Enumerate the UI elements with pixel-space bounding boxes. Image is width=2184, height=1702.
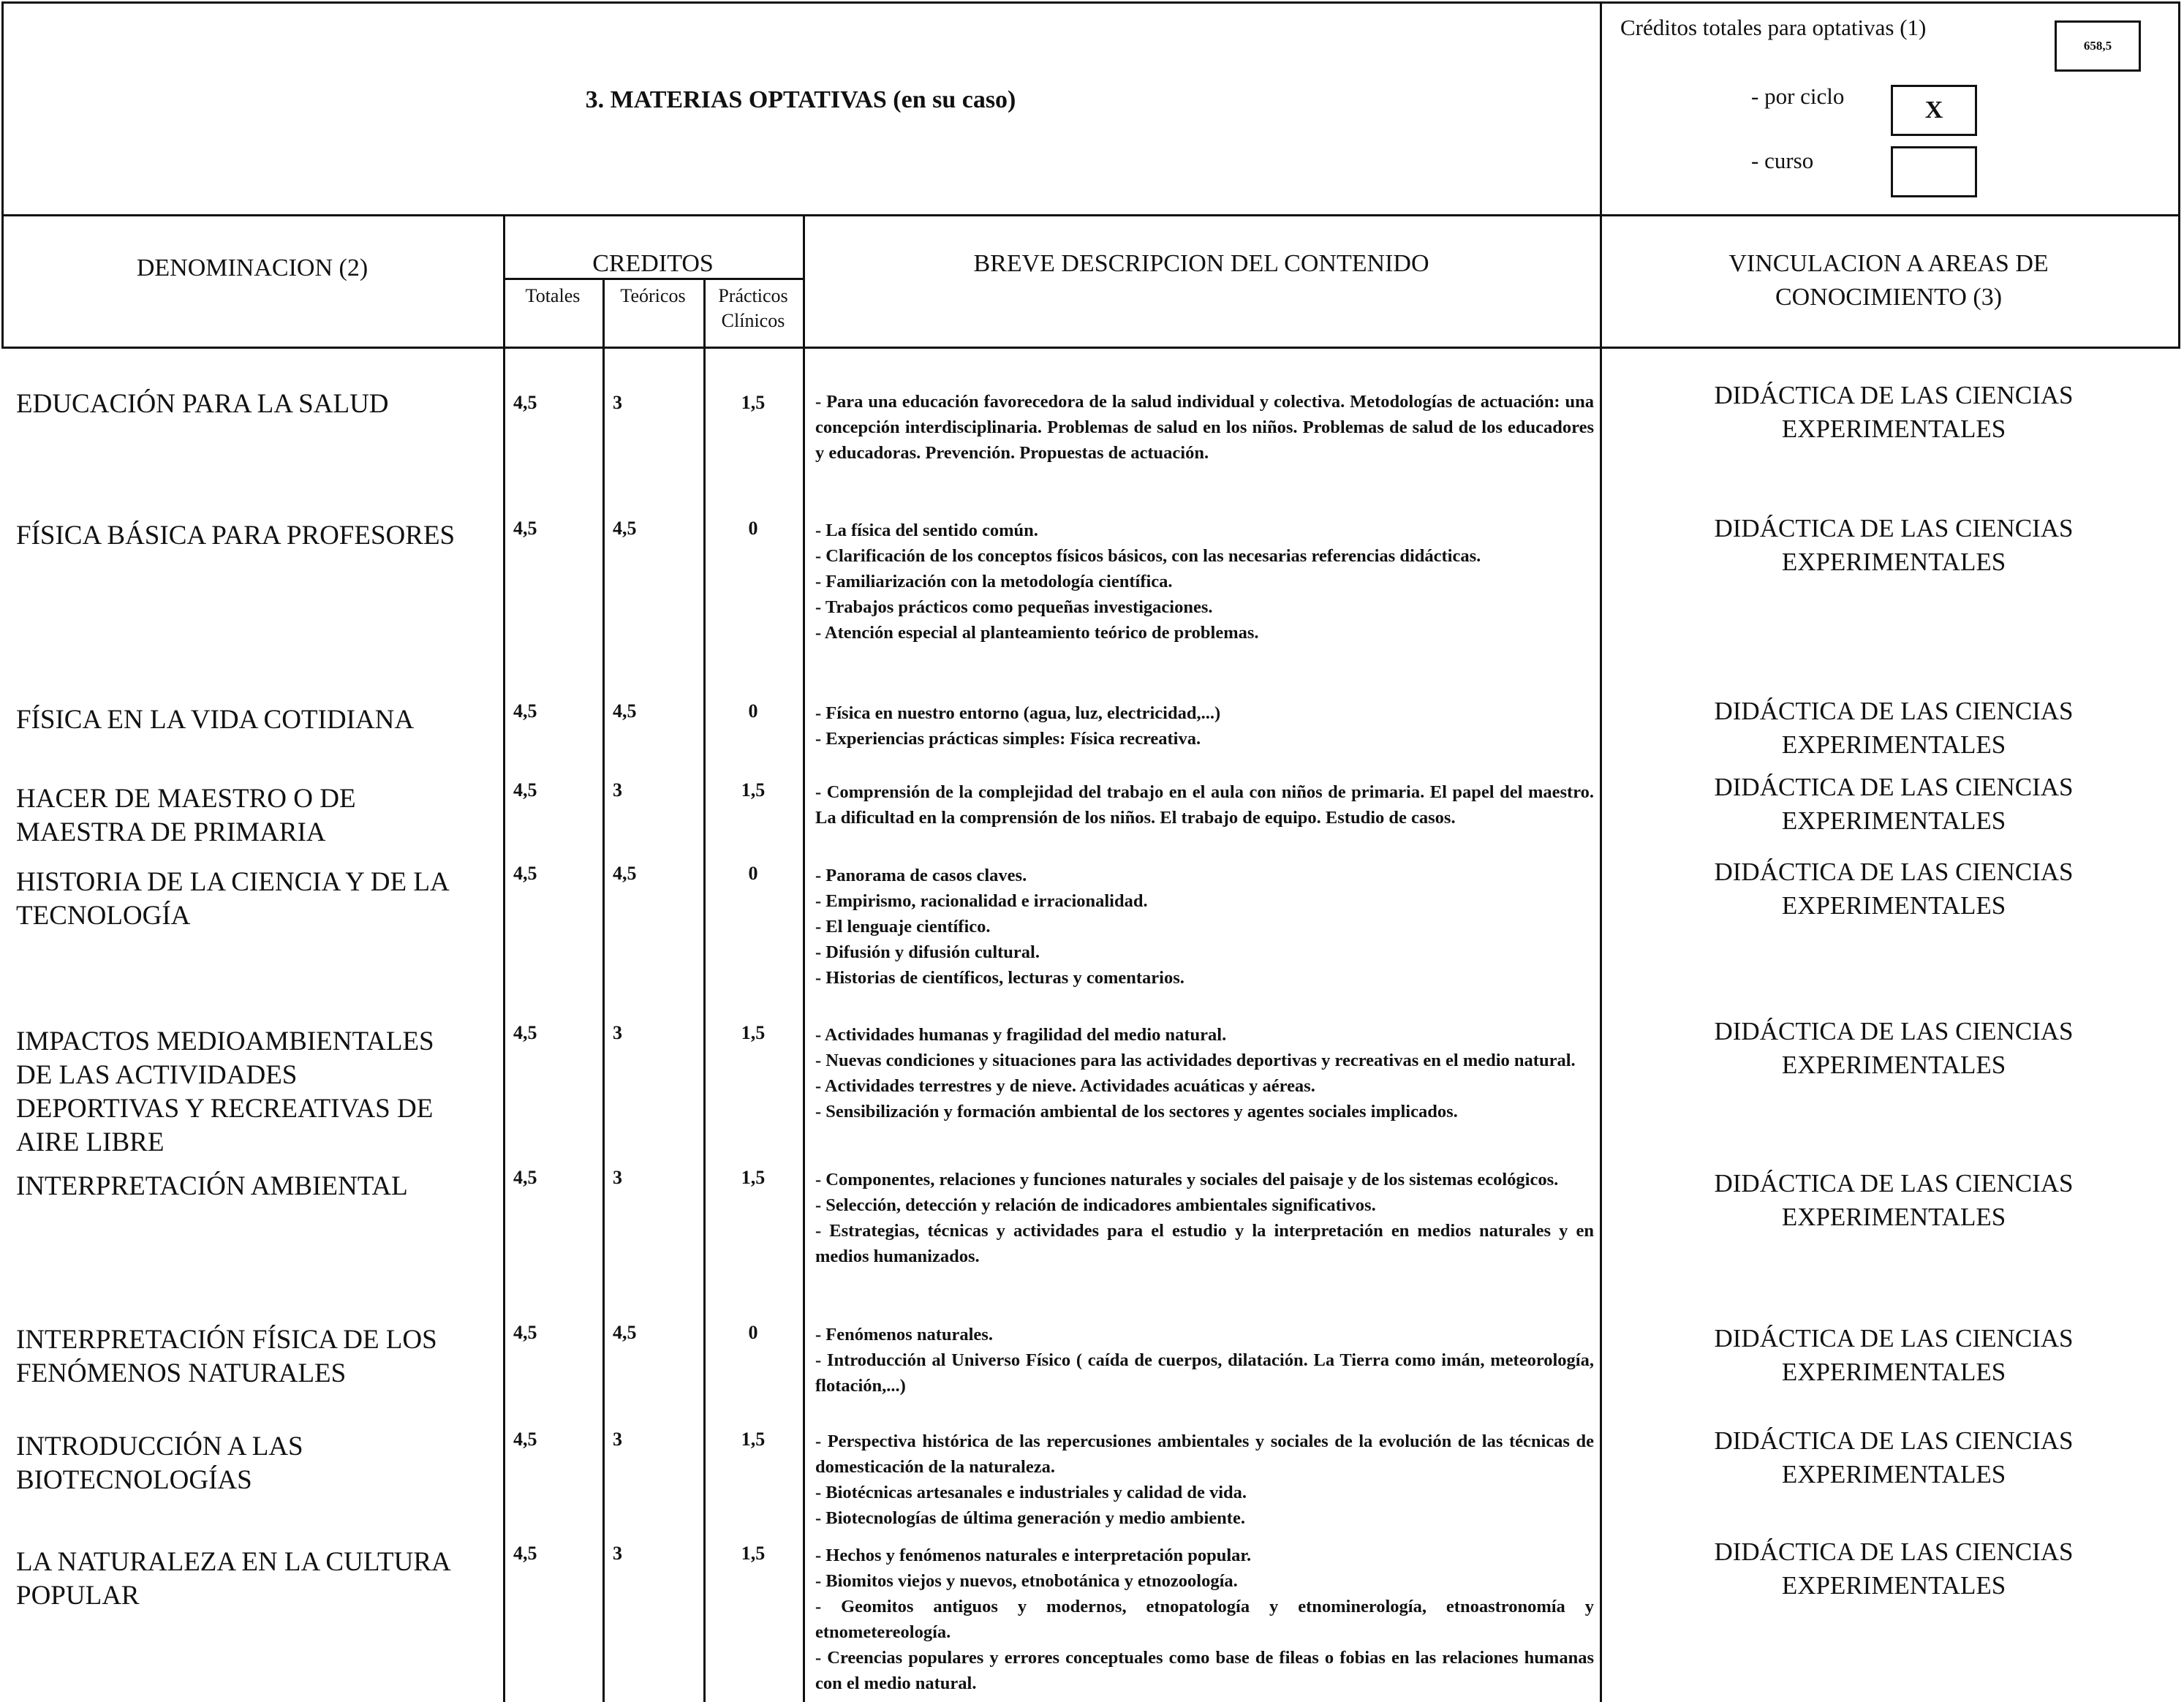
creditos-totales: 4,5 [513,518,537,539]
course-name-line: AIRE LIBRE [16,1127,165,1157]
page-title: 3. MATERIAS OPTATIVAS (en su caso) [585,86,1016,113]
description-item: - Introducción al Universo Físico ( caída de cuerpos, dilatación. La Tierra como imán, meteorología, flotación,...) [815,1350,1594,1396]
description-item: - Clarificación de los conceptos físicos básicos, con las necesarias referencias didácticas. [815,546,1481,566]
curso-checkbox[interactable] [1891,146,1977,197]
knowledge-area-line: DIDÁCTICA DE LAS CIENCIAS [1714,381,2074,409]
creditos-practicos: 0 [748,700,758,722]
creditos-totales: 4,5 [513,1429,537,1450]
description-item: - El lenguaje científico. [815,917,991,937]
col-totales: Totales [525,285,581,306]
course-name-line: INTRODUCCIÓN A LAS [16,1431,303,1461]
course-name-line: FÍSICA EN LA VIDA COTIDIANA [16,705,415,735]
course-description [815,1022,1594,1124]
col-creditos: CREDITOS [592,250,714,277]
col-line-creditos [803,215,805,1702]
course-name [16,1025,491,1160]
creditos-teoricos: 4,5 [613,863,637,884]
creditos-totales-label: Créditos totales para optativas (1) [1620,15,1927,40]
creditos-practicos: 1,5 [741,1022,766,1043]
description-item: - Trabajos prácticos como pequeñas investigaciones. [815,597,1213,617]
description-item: - Historias de científicos, lecturas y comentarios. [815,968,1184,988]
description-item: - Actividades humanas y fragilidad del medio natural. [815,1025,1227,1045]
creditos-totales: 4,5 [513,863,537,884]
course-name [16,782,491,850]
col-vinculacion-line1: VINCULACION A AREAS DE [1728,250,2049,277]
course-name-line: FENÓMENOS NATURALES [16,1358,347,1388]
creditos-practicos: 1,5 [741,779,766,801]
description-item: - Para una educación favorecedora de la salud individual y colectiva. Metodologías de actuación: una concepción interdisciplinaria. Problemas de salud en los niños. Problemas de salud de los educadores y educadoras. Prevención. Propuestas de actuación. [815,392,1594,463]
description-item: - Física en nuestro entorno (agua, luz, electricidad,...) [815,703,1221,723]
description-item: - Fenómenos naturales. [815,1325,993,1344]
creditos-totales: 4,5 [513,779,537,801]
knowledge-area [1605,1015,2183,1082]
knowledge-area [1605,1167,2183,1234]
col-vinculacion-line2: CONOCIMIENTO (3) [1775,284,2003,311]
course-description [815,518,1594,646]
course-name [16,1323,491,1391]
description-item: - Familiarización con la metodología científica. [815,572,1173,591]
knowledge-area [1605,379,2183,446]
knowledge-area [1605,512,2183,579]
knowledge-area-line: EXPERIMENTALES [1781,891,2006,920]
knowledge-area-line: EXPERIMENTALES [1781,730,2006,759]
knowledge-area-line: EXPERIMENTALES [1781,1203,2006,1231]
creditos-totales: 4,5 [513,392,537,413]
creditos-practicos: 0 [748,863,758,884]
col-line-descripcion [1600,215,1602,1702]
course-name-line: DE LAS ACTIVIDADES [16,1060,298,1090]
description-item: - Empirismo, racionalidad e irracionalidad. [815,891,1148,911]
creditos-teoricos: 3 [613,1022,622,1043]
course-name [16,1170,491,1203]
course-name-line: LA NATURALEZA EN LA CULTURA [16,1547,451,1577]
knowledge-area [1605,1424,2183,1491]
course-description [815,1543,1594,1696]
knowledge-area-line: EXPERIMENTALES [1781,415,2006,443]
por-ciclo-label: - por ciclo [1751,83,1845,109]
course-description [815,863,1594,991]
col-line-teoricos [703,278,706,1702]
course-name [16,703,491,737]
creditos-practicos: 0 [748,518,758,539]
course-name [16,866,491,933]
knowledge-area [1605,771,2183,838]
course-name-line: INTERPRETACIÓN AMBIENTAL [16,1171,408,1201]
description-item: - Selección, detección y relación de indicadores ambientales significativos. [815,1195,1376,1215]
course-name-line: BIOTECNOLOGÍAS [16,1465,252,1495]
description-item: - Biotécnicas artesanales e industriales y calidad de vida. [815,1483,1247,1502]
column-header-bottom-rule [1,347,2180,349]
description-item: - Hechos y fenómenos naturales e interpretación popular. [815,1546,1252,1565]
description-item: - Biotecnologías de última generación y medio ambiente. [815,1508,1245,1528]
knowledge-area [1605,1322,2183,1389]
description-item: - Nuevas condiciones y situaciones para las actividades deportivas y recreativas en el medio natural. [815,1051,1576,1070]
col-teoricos: Teóricos [620,285,686,306]
creditos-practicos: 1,5 [741,1167,766,1188]
course-name-line: EDUCACIÓN PARA LA SALUD [16,389,389,419]
description-item: - Sensibilización y formación ambiental de los sectores y agentes sociales implicados. [815,1102,1458,1122]
creditos-teoricos: 3 [613,1167,622,1188]
description-item: - Componentes, relaciones y funciones naturales y sociales del paisaje y de los sistemas ecológicos. [815,1170,1559,1189]
creditos-totales: 4,5 [513,1543,537,1564]
creditos-totales: 4,5 [513,1167,537,1188]
creditos-practicos: 0 [748,1322,758,1343]
knowledge-area [1605,1535,2183,1603]
course-name-line: INTERPRETACIÓN FÍSICA DE LOS [16,1325,437,1355]
description-item: - La física del sentido común. [815,521,1038,540]
course-name-line: POPULAR [16,1581,140,1611]
description-item: - Biomitos viejos y nuevos, etnobotánica y etnozoología. [815,1571,1238,1591]
knowledge-area [1605,695,2183,762]
creditos-teoricos: 3 [613,1543,622,1564]
creditos-totales: 4,5 [513,700,537,722]
knowledge-area-line: EXPERIMENTALES [1781,1358,2006,1386]
creditos-practicos: 1,5 [741,1543,766,1564]
course-name [16,1546,491,1613]
course-description [815,1167,1594,1269]
col-line-denominacion [503,215,505,1702]
description-item: - Atención especial al planteamiento teórico de problemas. [815,623,1259,643]
knowledge-area-line: DIDÁCTICA DE LAS CIENCIAS [1714,773,2074,801]
course-name-line: TECNOLOGÍA [16,901,191,931]
course-description [815,700,1594,752]
course-description [815,1322,1594,1399]
course-name [16,387,491,421]
knowledge-area-line: EXPERIMENTALES [1781,548,2006,576]
knowledge-area [1605,855,2183,923]
knowledge-area-line: EXPERIMENTALES [1781,1051,2006,1079]
knowledge-area-line: EXPERIMENTALES [1781,806,2006,835]
course-name [16,1430,491,1497]
course-name-line: MAESTRA DE PRIMARIA [16,817,326,847]
creditos-teoricos: 4,5 [613,518,637,539]
knowledge-area-line: DIDÁCTICA DE LAS CIENCIAS [1714,1538,2074,1566]
creditos-teoricos: 4,5 [613,700,637,722]
course-description [815,779,1594,831]
creditos-totales-box: 658,5 [2055,20,2141,72]
creditos-teoricos: 3 [613,1429,622,1450]
description-item: - Creencias populares y errores conceptuales como base de fileas o fobias en las relaciones humanas con el medio natural. [815,1648,1594,1693]
description-item: - Comprensión de la complejidad del trabajo en el aula con niños de primaria. El papel del maestro. La dificultad en la comprensión de los niños. El trabajo de equipo. Estudio de casos. [815,782,1594,828]
knowledge-area-line: DIDÁCTICA DE LAS CIENCIAS [1714,1169,2074,1198]
description-item: - Estrategias, técnicas y actividades para el estudio y la interpretación en medios naturales y en medios humanizados. [815,1221,1594,1266]
knowledge-area-line: DIDÁCTICA DE LAS CIENCIAS [1714,1017,2074,1045]
creditos-totales: 4,5 [513,1022,537,1043]
creditos-totales: 4,5 [513,1322,537,1343]
col-denominacion: DENOMINACION (2) [136,254,369,281]
course-description [815,1429,1594,1531]
knowledge-area-line: DIDÁCTICA DE LAS CIENCIAS [1714,858,2074,886]
course-name [16,519,491,553]
curso-label: - curso [1751,148,1814,173]
description-item: - Difusión y difusión cultural. [815,942,1040,962]
course-name-line: IMPACTOS MEDIOAMBIENTALES [16,1026,434,1056]
description-item: - Actividades terrestres y de nieve. Actividades acuáticas y aéreas. [815,1076,1315,1096]
course-name-line: DEPORTIVAS Y RECREATIVAS DE [16,1094,434,1124]
creditos-practicos: 1,5 [741,392,766,413]
col-clinicos: Clínicos [721,310,785,331]
course-name-line: HACER DE MAESTRO O DE [16,784,356,814]
creditos-practicos: 1,5 [741,1429,766,1450]
knowledge-area-line: DIDÁCTICA DE LAS CIENCIAS [1714,697,2074,725]
knowledge-area-line: DIDÁCTICA DE LAS CIENCIAS [1714,1426,2074,1455]
course-name-line: HISTORIA DE LA CIENCIA Y DE LA [16,867,450,897]
knowledge-area-line: DIDÁCTICA DE LAS CIENCIAS [1714,514,2074,542]
description-item: - Experiencias prácticas simples: Física recreativa. [815,729,1201,749]
creditos-teoricos: 4,5 [613,1322,637,1343]
knowledge-area-line: EXPERIMENTALES [1781,1460,2006,1489]
course-name-line: FÍSICA BÁSICA PARA PROFESORES [16,521,456,551]
description-item: - Panorama de casos claves. [815,866,1027,885]
knowledge-area-line: DIDÁCTICA DE LAS CIENCIAS [1714,1324,2074,1353]
creditos-teoricos: 3 [613,392,622,413]
description-item: - Perspectiva histórica de las repercusiones ambientales y sociales de la evolución de las técnicas de domesticación de la naturaleza. [815,1431,1594,1477]
creditos-teoricos: 3 [613,779,622,801]
col-practicos: Prácticos [718,285,788,306]
course-description [815,389,1594,466]
col-line-totales [602,278,605,1702]
por-ciclo-checkbox[interactable]: X [1891,85,1977,136]
knowledge-area-line: EXPERIMENTALES [1781,1571,2006,1600]
right-border [2178,215,2180,348]
col-descripcion: BREVE DESCRIPCION DEL CONTENIDO [973,250,1429,277]
description-item: - Geomitos antiguos y modernos, etnopatología y etnominerología, etnoastronomía y etnometereología. [815,1597,1594,1642]
